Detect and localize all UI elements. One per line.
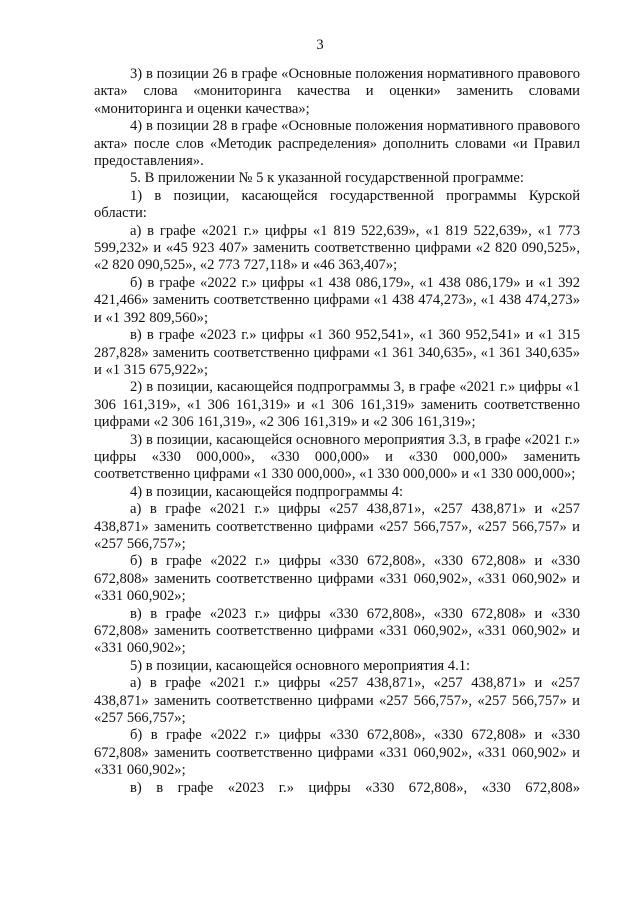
paragraph-measure-4-1-2022: б) в графе «2022 г.» цифры «330 672,808», «330 672,808» и «330 672,808» заменить соответственно цифрами «331 060,902», «331 060,902» и «331 060,902»;: [94, 727, 580, 779]
paragraph-subprogram-4-2022: б) в графе «2022 г.» цифры «330 672,808», «330 672,808» и «330 672,808» заменить соответственно цифрами «331 060,902», «331 060,902» и «331 060,902»;: [94, 553, 580, 605]
paragraph-subprogram-4: 4) в позиции, касающейся подпрограммы 4:: [130, 483, 404, 500]
paragraph-measure-4-1-2021: а) в графе «2021 г.» цифры «257 438,871», «257 438,871» и «257 438,871» заменить соответственно цифрами «257 566,757», «257 566,757» и «257 566,757»;: [94, 675, 580, 727]
paragraph-subprogram-4-2023: в) в графе «2023 г.» цифры «330 672,808», «330 672,808» и «330 672,808» заменить соответственно цифрами «331 060,902», «331 060,902» и «331 060,902»;: [94, 605, 580, 657]
paragraph-measure-4-1: 5) в позиции, касающейся основного мероприятия 4.1:: [130, 657, 471, 674]
paragraph-program-2022: б) в графе «2022 г.» цифры «1 438 086,179», «1 438 086,179» и «1 392 421,466» заменить соответственно цифрами «1 438 474,273», «1 438 474,273» и «1 392 809,560»;: [94, 274, 580, 326]
paragraph-program-position: 1) в позиции, касающейся государственной программы Курской области:: [94, 187, 580, 222]
paragraph-subprogram-4-2021: а) в графе «2021 г.» цифры «257 438,871», «257 438,871» и «257 438,871» заменить соответственно цифрами «257 566,757», «257 566,757» и «257 566,757»;: [94, 501, 580, 552]
paragraph-measure-4-1-2023: в) в графе «2023 г.» цифры «330 672,808», «330 672,808»: [130, 779, 580, 796]
paragraph-program-2021: а) в графе «2021 г.» цифры «1 819 522,639», «1 819 522,639», «1 773 599,232» и «45 923 407» заменить соответственно цифрами «2 820 090,525», «2 820 090,525», «2 773 727,118» и «46 363,407»;: [94, 222, 580, 274]
paragraph-item-3: 3) в позиции 26 в графе «Основные положения нормативного правового акта» слова «мониторинга качества и оценки» заменить словами «мониторинга и оценки качества»;: [94, 66, 580, 117]
paragraph-item-4: 4) в позиции 28 в графе «Основные положения нормативного правового акта» после слов «Методик распределения» дополнить словами «и Правил предоставления».: [94, 118, 580, 170]
paragraph-section-5: 5. В приложении № 5 к указанной государственной программе:: [130, 170, 524, 187]
paragraph-subprogram-3: 2) в позиции, касающейся подпрограммы 3, в графе «2021 г.» цифры «1 306 161,319», «1 306 161,319» и «1 306 161,319» заменить соответственно цифрами «2 306 161,319», «2 306 161,319» и «2 306 161,319»;: [94, 379, 580, 431]
page-number: 3: [316, 37, 324, 53]
paragraph-program-2023: в) в графе «2023 г.» цифры «1 360 952,541», «1 360 952,541» и «1 315 287,828» заменить соответственно цифрами «1 361 340,635», «1 361 340,635» и «1 315 675,922»;: [94, 327, 580, 378]
document-body: [94, 66, 580, 797]
paragraph-measure-3-3: 3) в позиции, касающейся основного мероприятия 3.3, в графе «2021 г.» цифры «330 000,000», «330 000,000» и «330 000,000» заменить соответственно цифрами «1 330 000,000», «1 330 000,000» и «1 330 000,000»;: [94, 431, 580, 483]
